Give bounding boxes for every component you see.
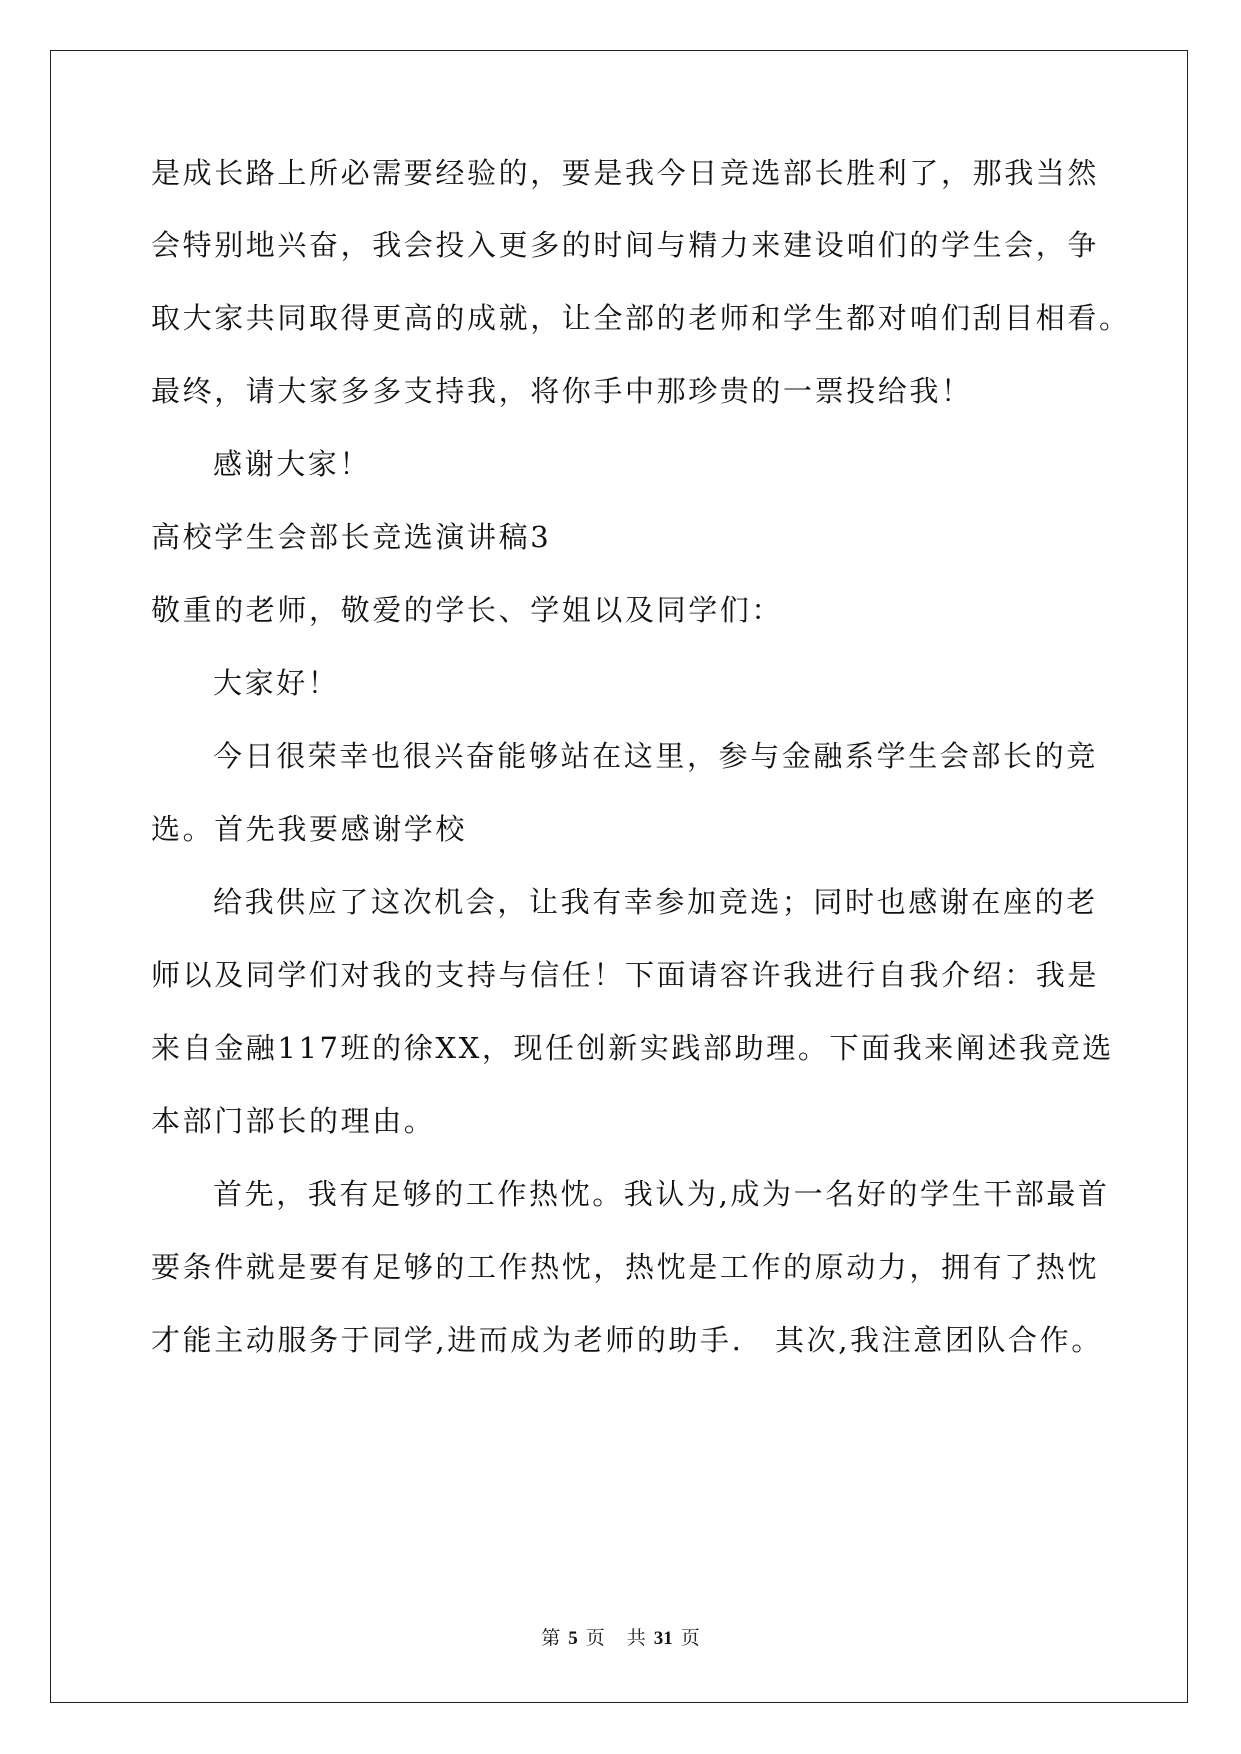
page-number — [537, 1627, 609, 1649]
text-line: 给我供应了这次机会，让我有幸参加竞选；同时也感谢在座的老 — [213, 885, 1098, 919]
text-line: 首先，我有足够的工作热忱。我认为,成为一名好的学生干部最首 — [213, 1177, 1110, 1211]
text-line: 来自金融117班的徐XX，现任创新实践部助理。下面我来阐述我竞选 — [151, 1031, 1114, 1065]
page-total — [623, 1627, 704, 1649]
text-line: 本部门部长的理由。 — [151, 1104, 436, 1138]
text-line: 要条件就是要有足够的工作热忱，热忱是工作的原动力，拥有了热忱 — [151, 1250, 1100, 1284]
section-title: 高校学生会部长竞选演讲稿3 — [151, 520, 552, 554]
salutation: 敬重的老师，敬爱的学长、学姐以及同学们： — [151, 593, 784, 627]
page-prefix: 第 — [541, 1627, 561, 1649]
total-suffix: 页 — [680, 1627, 700, 1649]
current-page: 5 — [568, 1628, 578, 1649]
total-pages: 31 — [653, 1628, 673, 1649]
greeting: 大家好！ — [213, 666, 340, 700]
total-prefix: 共 — [626, 1627, 646, 1649]
text-line: 最终，请大家多多支持我，将你手中那珍贵的一票投给我！ — [151, 374, 973, 408]
text-line: 选。首先我要感谢学校 — [151, 812, 468, 846]
text-line: 才能主动服务于同学,进而成为老师的助手. 其次,我注意团队合作。 — [151, 1323, 1103, 1357]
text-line: 会特别地兴奋，我会投入更多的时间与精力来建设咱们的学生会，争 — [151, 228, 1100, 262]
text-line: 师以及同学们对我的支持与信任！下面请容许我进行自我介绍：我是 — [151, 958, 1100, 992]
text-line: 今日很荣幸也很兴奋能够站在这里，参与金融系学生会部长的竞 — [213, 739, 1098, 773]
text-line: 取大家共同取得更高的成就，让全部的老师和学生都对咱们刮目相看。 — [151, 301, 1131, 335]
page-footer — [0, 1626, 1241, 1651]
text-line: 是成长路上所必需要经验的，要是我今日竞选部长胜利了，那我当然 — [151, 156, 1100, 190]
page-suffix: 页 — [585, 1627, 605, 1649]
text-line: 感谢大家！ — [213, 447, 372, 481]
